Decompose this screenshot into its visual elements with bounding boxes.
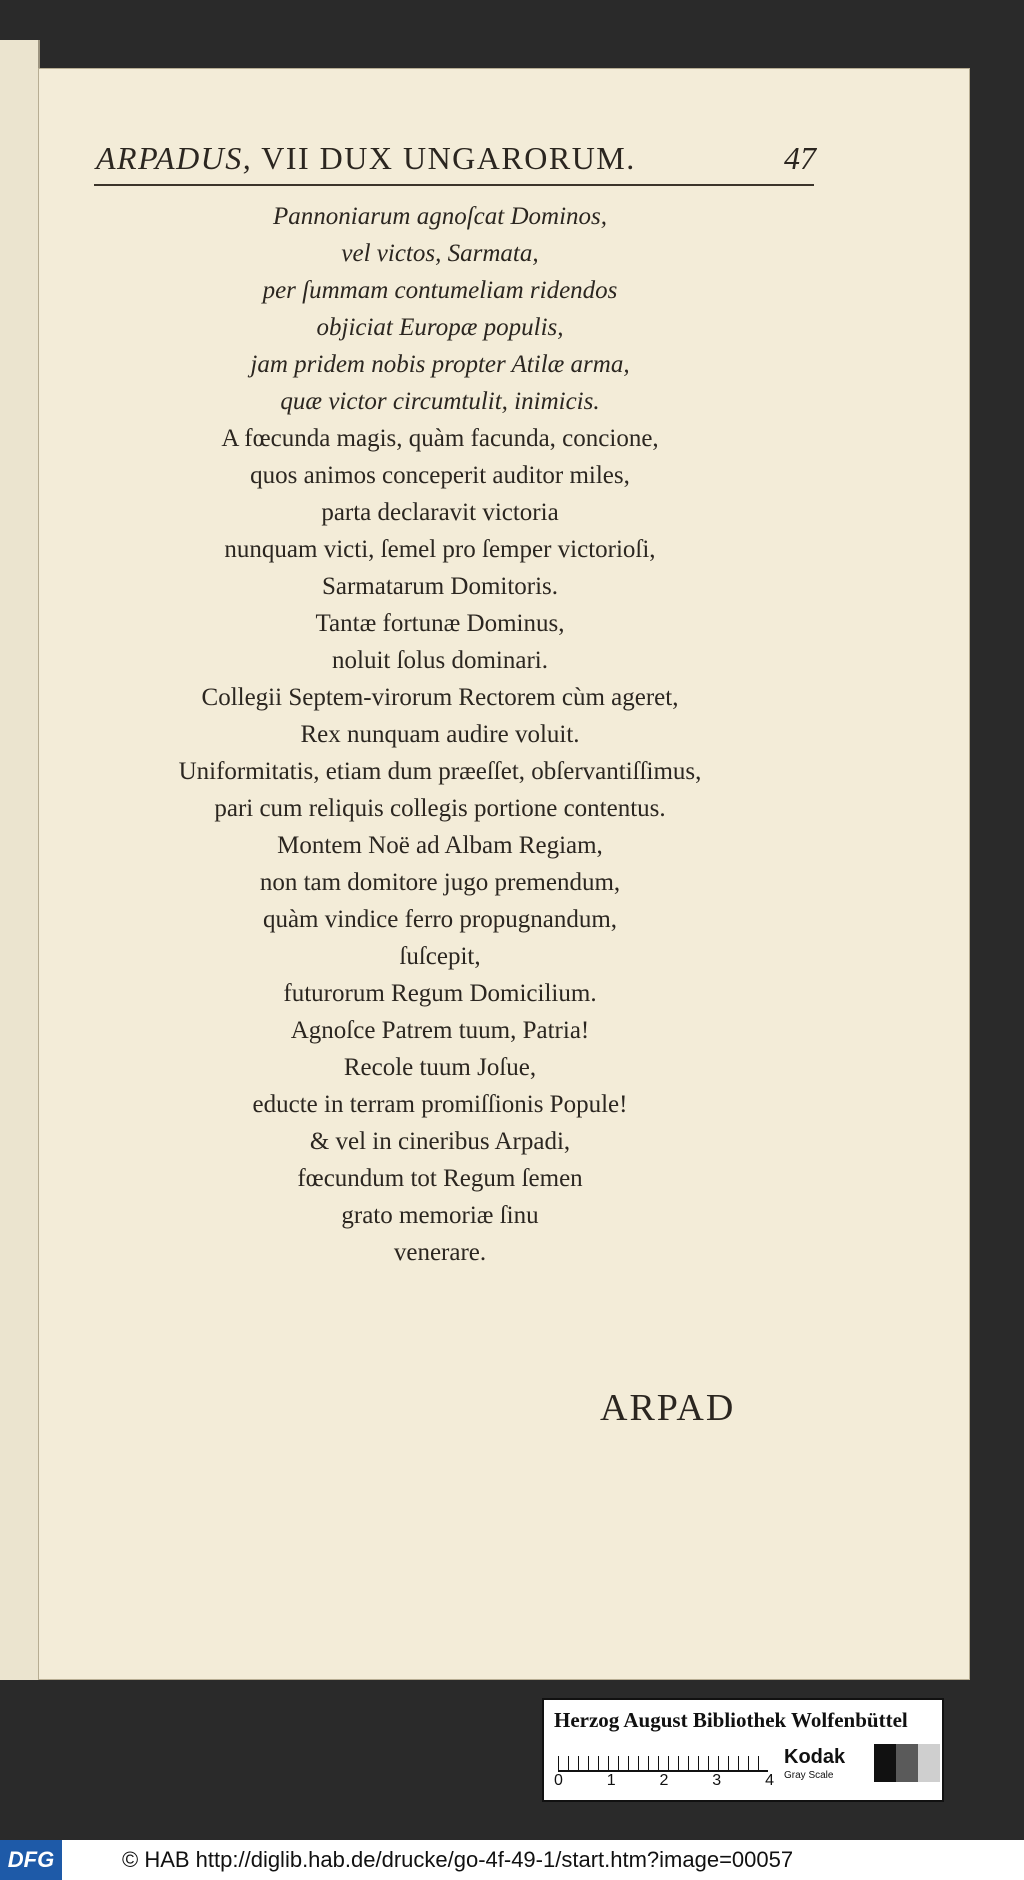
copyright-link[interactable]: © HAB http://diglib.hab.de/drucke/go-4f-49-1/start.htm?image=00057 xyxy=(122,1847,794,1872)
header-rule xyxy=(94,184,814,186)
text-line: fœcundum tot Regum ſemen xyxy=(297,1165,583,1192)
text-line: quæ victor circumtulit, inimicis. xyxy=(280,388,600,415)
text-line: Agnoſce Patrem tuum, Patria! xyxy=(290,1017,590,1044)
text-line: Rex nunquam audire voluit. xyxy=(300,721,580,748)
footer-bar xyxy=(0,1840,1024,1880)
text-line: Collegii Septem-virorum Rectorem cùm ageret, xyxy=(201,684,679,711)
text-line: vel victos, Sarmata, xyxy=(341,240,539,267)
running-title-name: ARPADUS, xyxy=(96,140,253,176)
running-head xyxy=(96,140,816,177)
text-line: quàm vindice ferro propugnandum, xyxy=(262,906,618,933)
text-line: pari cum reliquis collegis portione contentus. xyxy=(214,795,666,822)
text-line: quos animos conceperit auditor miles, xyxy=(250,462,630,489)
facing-page-edge xyxy=(0,40,40,1680)
kodak-brand: Kodak xyxy=(784,1746,846,1768)
gray-swatch xyxy=(874,1744,896,1782)
text-line: objiciat Europæ populis, xyxy=(316,314,564,341)
text-line: venerare. xyxy=(393,1239,487,1266)
text-line: Tantæ fortunæ Dominus, xyxy=(315,610,565,637)
text-line: educte in terram promiſſionis Popule! xyxy=(252,1091,628,1118)
text-line: per ſummam contumeliam ridendos xyxy=(262,277,618,304)
dfg-logo: DFG xyxy=(0,1840,62,1880)
scale-labels xyxy=(554,1772,774,1790)
gray-scale-label: Gray Scale xyxy=(784,1770,834,1781)
scale-ruler xyxy=(558,1744,768,1772)
text-line: ſuſcepit, xyxy=(399,943,481,970)
scale-label: 1 xyxy=(606,1772,616,1789)
text-line: Montem Noë ad Albam Regiam, xyxy=(277,832,603,859)
text-line: noluit ſolus dominari. xyxy=(332,647,548,674)
gray-swatch xyxy=(918,1744,940,1782)
text-line: Sarmatarum Domitoris. xyxy=(321,573,559,600)
text-line: jam pridem nobis propter Atilæ arma, xyxy=(250,351,630,378)
gray-swatch xyxy=(896,1744,918,1782)
text-line: grato memoriæ ſinu xyxy=(341,1202,539,1229)
text-line: nunquam victi, ſemel pro ſemper victorioſi, xyxy=(224,536,656,563)
page-number: 47 xyxy=(784,140,816,176)
text-line: Recole tuum Joſue, xyxy=(343,1054,537,1081)
catchword: ARPAD xyxy=(600,1387,736,1429)
scale-label: 0 xyxy=(554,1772,563,1789)
text-line: Pannoniarum agnoſcat Dominos, xyxy=(272,203,608,230)
scale-label: 4 xyxy=(765,1772,774,1789)
text-line: Uniformitatis, etiam dum præeſſet, obſervantiſſimus, xyxy=(178,758,702,785)
text-line: non tam domitore jugo premendum, xyxy=(259,869,621,896)
running-title xyxy=(96,140,636,177)
running-title-rest: VII DUX UNGARORUM. xyxy=(252,140,636,176)
text-body xyxy=(120,198,760,1271)
text-line: & vel in cineribus Arpadi, xyxy=(309,1128,571,1155)
gray-swatches xyxy=(874,1744,940,1782)
text-line: futurorum Regum Domicilium. xyxy=(283,980,597,1007)
text-line: A fœcunda magis, quàm facunda, concione, xyxy=(221,425,659,452)
text-line: parta declaravit victoria xyxy=(321,499,559,526)
scale-label: 2 xyxy=(659,1772,669,1789)
color-target-card xyxy=(542,1698,944,1802)
scale-label: 3 xyxy=(712,1772,722,1789)
library-name: Herzog August Bibliothek Wolfenbüttel xyxy=(554,1708,908,1732)
